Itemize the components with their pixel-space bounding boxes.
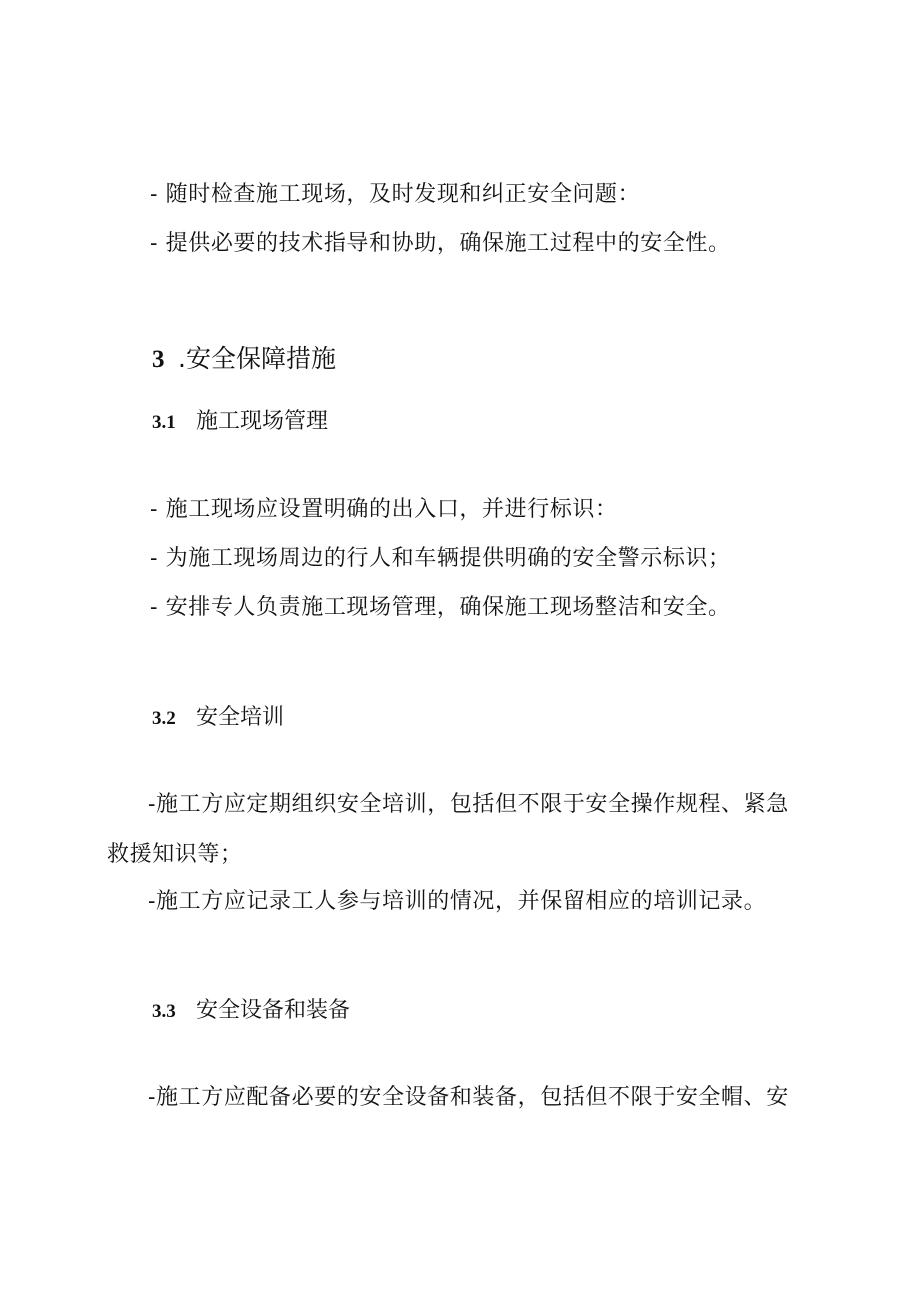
paragraph-line: -施工方应记录工人参与培训的情况，并保留相应的培训记录。 [148, 889, 767, 914]
list-item: - 提供必要的技术指导和协助，确保施工过程中的安全性。 [150, 231, 731, 256]
paragraph-line: 救援知识等； [107, 842, 243, 867]
subsection-heading [152, 996, 350, 1027]
list-item: - 安排专人负责施工现场管理，确保施工现场整洁和安全。 [150, 595, 731, 620]
subsection-number: 3.3 [152, 1001, 176, 1022]
subsection-number: 3.2 [152, 708, 176, 729]
subsection-heading [152, 407, 328, 438]
list-item: - 为施工现场周边的行人和车辆提供明确的安全警示标识； [150, 546, 731, 571]
subsection-title: 安全设备和装备 [196, 998, 351, 1023]
list-item: - 随时检查施工现场，及时发现和纠正安全问题： [150, 182, 641, 207]
section-number: 3 [152, 346, 165, 373]
subsection-title: 安全培训 [196, 705, 285, 730]
list-item: - 施工现场应设置明确的出入口，并进行标识： [150, 497, 618, 522]
paragraph-line: -施工方应定期组织安全培训，包括但不限于安全操作规程、紧急 [148, 792, 789, 817]
paragraph-line: -施工方应配备必要的安全设备和装备，包括但不限于安全帽、安 [148, 1085, 789, 1110]
section-heading [152, 342, 336, 377]
section-title: .安全保障措施 [178, 344, 336, 373]
subsection-heading [152, 703, 284, 734]
subsection-number: 3.1 [152, 412, 176, 433]
subsection-title: 施工现场管理 [196, 409, 329, 434]
